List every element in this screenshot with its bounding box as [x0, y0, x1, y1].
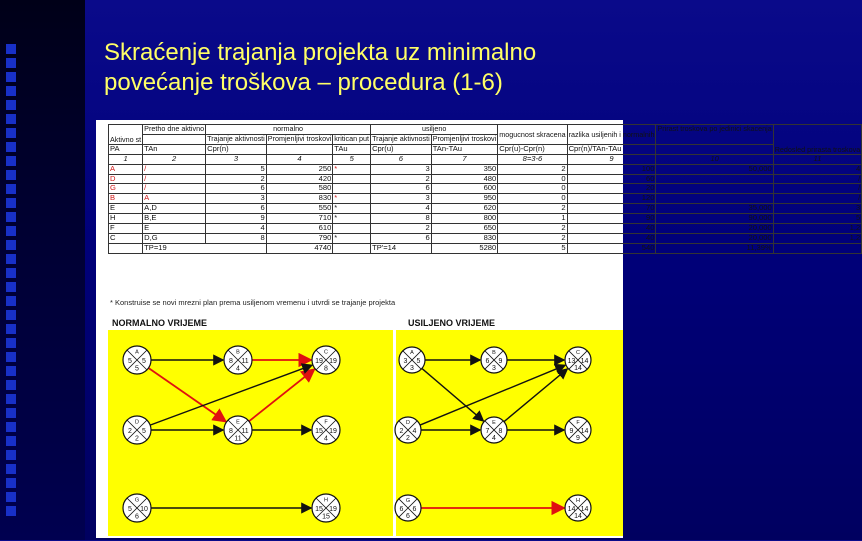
node-value: 8	[498, 428, 503, 435]
table-row	[109, 164, 862, 174]
cell-red: 5	[773, 214, 862, 224]
node-label: A	[135, 349, 139, 356]
node-label: C	[576, 350, 580, 357]
index-cell: 4	[266, 154, 333, 164]
cell-raz: 90	[567, 214, 656, 224]
node-label: E	[492, 420, 496, 427]
cell-pa: /	[143, 164, 206, 174]
cell-mog: 2	[498, 224, 567, 234]
bullet-square	[6, 240, 16, 250]
total-cu: 5280	[431, 243, 498, 253]
total-cn: 4740	[266, 243, 333, 253]
cell-kp: *	[333, 214, 371, 224]
bullet-square	[6, 170, 16, 180]
cell-prir: 90,000	[656, 214, 773, 224]
cell-tau: 3	[371, 164, 432, 174]
node-value: 15	[315, 428, 323, 435]
subheader-cell: Cpr(n)/TAn-TAu	[567, 144, 656, 154]
header-cpr-n: Promjenljivi troskovi	[267, 133, 332, 143]
subheader-cell	[656, 144, 773, 154]
cell-cn: 420	[266, 174, 333, 184]
bullet-square	[6, 282, 16, 292]
node-value: 14	[580, 428, 589, 435]
subheader-cell: TAn-TAu	[431, 144, 498, 154]
table-row	[109, 184, 862, 194]
cell-red: 1,2	[773, 224, 862, 234]
cell-tan: 8	[206, 233, 267, 243]
cell-red: /	[773, 194, 862, 204]
node-label: C	[324, 349, 328, 356]
cell-raz: 60	[567, 174, 656, 184]
subheader-cell: TAu	[333, 144, 371, 154]
cell-mog: 2	[498, 233, 567, 243]
header-pa-spacer	[143, 134, 206, 144]
cell-prir: 50,000	[656, 164, 773, 174]
total-tpu: TP'=14	[371, 243, 432, 253]
node-value: 15	[322, 513, 330, 521]
bullet-square	[6, 436, 16, 446]
bullet-square	[6, 394, 16, 404]
node-value: 19	[315, 358, 323, 365]
header-kp: kritican put	[334, 133, 370, 143]
cell-mog: 0	[498, 194, 567, 204]
cell-tan: 9	[206, 214, 267, 224]
cell-raz: 40	[567, 224, 656, 234]
cell-cu: 350	[431, 164, 498, 174]
node-label: B	[492, 350, 496, 357]
bullet-square	[6, 58, 16, 68]
node-value: 11	[234, 435, 242, 443]
subheader-cell	[266, 144, 333, 154]
index-cell: 9	[567, 154, 656, 164]
node-value: 2	[406, 434, 410, 442]
node-value: 10	[140, 506, 148, 513]
index-cell: 7	[431, 154, 498, 164]
node-value: 5	[142, 428, 146, 435]
bullet-square	[6, 226, 16, 236]
node-value: 14	[580, 358, 589, 365]
node-value: 4	[412, 428, 417, 435]
node-value: 15	[315, 506, 323, 513]
cell-prir: 20,000	[656, 224, 773, 234]
node-label: F	[576, 420, 580, 427]
header-raz: razlika usiljenih i normalnih	[567, 125, 656, 145]
cell-tau: 8	[371, 214, 432, 224]
node-value: 4	[492, 434, 496, 442]
cell-raz: 120	[567, 194, 656, 204]
table-row	[109, 204, 862, 214]
table-row	[109, 194, 862, 204]
bullet-square	[6, 212, 16, 222]
cell-cn: 790	[266, 233, 333, 243]
bullet-square	[6, 156, 16, 166]
cell-tau: 2	[371, 174, 432, 184]
cell-pa: /	[143, 174, 206, 184]
cell-tan: 5	[206, 164, 267, 174]
cell-a: D	[109, 174, 143, 184]
subheader-cell: Cpr(u)	[371, 144, 432, 154]
cell-mog: 2	[498, 164, 567, 174]
node-value: 14	[580, 506, 589, 513]
network-usiljeno-diagram	[396, 330, 623, 536]
node-value: 9	[498, 358, 503, 365]
bullet-square	[6, 44, 16, 54]
label-usiljeno-vrijeme: USILJENO VRIJEME	[408, 318, 496, 328]
table-subheader-row	[109, 144, 862, 154]
node-label: B	[236, 349, 240, 356]
cell-kp: *	[333, 233, 371, 243]
cell-raz: 70	[567, 204, 656, 214]
bullet-square	[6, 114, 16, 124]
cell-cu: 800	[431, 214, 498, 224]
subheader-cell: PA	[109, 144, 143, 154]
node-value: 6	[412, 506, 417, 513]
title-line-1: Skraćenje trajanja projekta uz minimalno	[104, 39, 537, 66]
index-cell: 2	[143, 154, 206, 164]
cell-a: G	[109, 184, 143, 194]
label-normalno-vrijeme: NORMALNO VRIJEME	[112, 318, 208, 328]
cell-raz: 100	[567, 164, 656, 174]
cell-pa: A	[143, 194, 206, 204]
cell-mog: 1	[498, 214, 567, 224]
table-total-row	[109, 243, 862, 253]
node-value: 11	[241, 358, 249, 365]
node-value: 6	[485, 358, 490, 365]
node-label: G	[134, 497, 140, 504]
header-tan: Trajanje aktivnosti	[207, 133, 265, 143]
cell-tau: 6	[371, 233, 432, 243]
index-cell: 8=3-6	[498, 154, 567, 164]
table-row	[109, 224, 862, 234]
cell-tan: 6	[206, 184, 267, 194]
table-row	[109, 214, 862, 224]
bullet-square	[6, 450, 16, 460]
node-value: 19	[329, 506, 337, 513]
bullet-square	[6, 338, 16, 348]
total-empty-3	[773, 243, 862, 253]
node-value: 8	[229, 358, 233, 365]
bullet-square	[6, 506, 16, 516]
index-cell: 6	[371, 154, 432, 164]
cell-cu: 620	[431, 204, 498, 214]
cell-kp	[333, 224, 371, 234]
cell-prir	[656, 194, 773, 204]
bullet-square	[6, 100, 16, 110]
cell-cn: 550	[266, 204, 333, 214]
cost-table	[108, 124, 862, 254]
left-decorative-strip	[0, 0, 85, 540]
cell-mog: 2	[498, 204, 567, 214]
cell-red: 4	[773, 164, 862, 174]
node-label: D	[406, 420, 410, 427]
node-value: 14	[574, 364, 582, 372]
network-normal-panel	[108, 330, 393, 536]
bullet-square	[6, 268, 16, 278]
node-value: 2	[135, 435, 139, 443]
cell-pa: E	[143, 224, 206, 234]
cell-cu: 480	[431, 174, 498, 184]
node-value: 8	[324, 365, 328, 373]
cell-tau: 4	[371, 204, 432, 214]
node-value: 3	[492, 364, 496, 372]
node-value: 2	[399, 428, 404, 435]
cell-a: C	[109, 233, 143, 243]
bullet-square	[6, 492, 16, 502]
cell-mog: 0	[498, 174, 567, 184]
node-label: E	[236, 419, 240, 426]
header-pa: Pretho dne aktivno	[144, 124, 205, 133]
cell-cu: 650	[431, 224, 498, 234]
cell-red: /	[773, 184, 862, 194]
cell-pa: B,E	[143, 214, 206, 224]
cell-a: B	[109, 194, 143, 204]
table-group-row	[109, 125, 862, 135]
total-pct: 11,39%	[656, 243, 773, 253]
index-cell: 10	[656, 154, 773, 164]
edge-A-E	[149, 368, 226, 421]
cell-tan: 6	[206, 204, 267, 214]
cell-tan: 2	[206, 174, 267, 184]
cell-raz: 40	[567, 233, 656, 243]
node-value: 5	[128, 358, 132, 365]
cell-cn: 610	[266, 224, 333, 234]
bullet-square	[6, 380, 16, 390]
cell-cn: 580	[266, 184, 333, 194]
cell-prir: 35,000	[656, 204, 773, 214]
cell-cu: 830	[431, 233, 498, 243]
network-usiljeno-panel	[396, 330, 623, 536]
bullet-square	[6, 296, 16, 306]
cell-cn: 830	[266, 194, 333, 204]
bullet-square	[6, 464, 16, 474]
network-normal-diagram	[108, 330, 393, 536]
cell-mog: 0	[498, 184, 567, 194]
bullet-square	[6, 254, 16, 264]
node-label: F	[324, 419, 328, 426]
cell-pa: D,G	[143, 233, 206, 243]
bullet-square	[6, 352, 16, 362]
cell-tau: 6	[371, 184, 432, 194]
node-value: 5	[128, 506, 132, 513]
cell-cn: 250	[266, 164, 333, 174]
node-value: 19	[329, 428, 337, 435]
node-value: 5	[135, 365, 139, 373]
node-label: G	[405, 498, 411, 505]
node-value: 3	[403, 358, 408, 365]
node-value: 9	[569, 428, 574, 435]
bullet-square	[6, 128, 16, 138]
edge-D-C	[420, 365, 565, 425]
cell-prir: 20,000	[656, 233, 773, 243]
cell-tau: 3	[371, 194, 432, 204]
total-mog: 5	[498, 243, 567, 253]
node-label: A	[410, 350, 414, 357]
cell-cn: 710	[266, 214, 333, 224]
node-value: 8	[229, 428, 233, 435]
cost-table-area	[108, 124, 861, 254]
node-value: 19	[329, 358, 337, 365]
cell-kp: *	[333, 194, 371, 204]
cell-kp	[333, 174, 371, 184]
cell-a: A	[109, 164, 143, 174]
bullet-square	[6, 422, 16, 432]
cell-a: E	[109, 204, 143, 214]
index-cell: 11	[773, 154, 862, 164]
total-tp: TP=19	[143, 243, 267, 253]
node-value: 4	[324, 435, 328, 443]
node-value: 6	[406, 512, 410, 520]
cell-tau: 2	[371, 224, 432, 234]
cell-pa: A,D	[143, 204, 206, 214]
node-value: 7	[485, 428, 490, 435]
cell-red: 1,2	[773, 233, 862, 243]
bullet-square	[6, 184, 16, 194]
cell-raz: 20	[567, 184, 656, 194]
header-red: Redosled prirasta troskova	[773, 125, 862, 155]
subheader-cell: TAn	[143, 144, 206, 154]
header-tau: Trajanje aktivnosti	[372, 133, 430, 143]
node-value: 11	[241, 428, 249, 435]
node-value: 14	[574, 512, 582, 520]
header-mog: mogucnost skracena	[498, 125, 567, 145]
table-row	[109, 174, 862, 184]
total-raz: 540	[567, 243, 656, 253]
node-value: 4	[236, 365, 240, 373]
bullet-square	[6, 72, 16, 82]
bullet-square	[6, 478, 16, 488]
table-body	[109, 164, 862, 243]
node-label: D	[135, 419, 139, 426]
bullet-square	[6, 408, 16, 418]
node-value: 6	[399, 506, 404, 513]
index-cell: 1	[109, 154, 143, 164]
cell-red: 3	[773, 204, 862, 214]
total-empty-2	[333, 243, 371, 253]
index-cell: 5	[333, 154, 371, 164]
cell-pa: /	[143, 184, 206, 194]
bullet-square	[6, 310, 16, 320]
node-label: H	[576, 498, 580, 505]
title-line-2: povećanje troškova – procedura (1-6)	[104, 69, 503, 96]
bullet-square	[6, 86, 16, 96]
node-value: 6	[135, 513, 139, 521]
node-label: H	[324, 497, 328, 504]
cell-a: F	[109, 224, 143, 234]
edge-A-E	[422, 368, 483, 420]
subheader-cell: Cpr(u)-Cpr(n)	[498, 144, 567, 154]
cell-prir	[656, 174, 773, 184]
node-value: 3	[410, 364, 414, 372]
total-empty-1	[109, 243, 143, 253]
cell-prir	[656, 184, 773, 194]
cell-cu: 950	[431, 194, 498, 204]
index-cell: 3	[206, 154, 267, 164]
bullet-square	[6, 366, 16, 376]
node-value: 2	[128, 428, 132, 435]
slide-title	[104, 38, 704, 98]
cell-tan: 3	[206, 194, 267, 204]
node-value: 5	[142, 358, 146, 365]
node-value: 14	[567, 506, 576, 513]
node-value: 5	[416, 358, 421, 365]
cell-kp: *	[333, 164, 371, 174]
subheader-cell: Cpr(n)	[206, 144, 267, 154]
header-prir: Prirast troskova po jedinici skacenja	[656, 125, 773, 145]
bullet-square	[6, 142, 16, 152]
cell-a: H	[109, 214, 143, 224]
cell-tan: 4	[206, 224, 267, 234]
bullet-square	[6, 198, 16, 208]
cell-red: /	[773, 174, 862, 184]
bullet-squares	[6, 44, 20, 520]
header-group-usiljeno: usiljeno	[371, 125, 498, 135]
header-cpr-u: Promjenljivi troskovi	[432, 133, 497, 143]
cell-kp: *	[333, 204, 371, 214]
table-note: * Konstruise se novi mrezni plan prema usiljenom vremenu i utvrdi se trajanje projekta	[110, 298, 396, 307]
cell-kp	[333, 184, 371, 194]
bullet-square	[6, 324, 16, 334]
table-index-row	[109, 154, 862, 164]
node-value: 9	[576, 434, 580, 442]
header-aktivnost: Aktivno st	[109, 125, 143, 145]
slide-content-image	[96, 120, 861, 538]
table-row	[109, 233, 862, 243]
header-group-normal: normalno	[206, 125, 371, 135]
edge-D-C	[150, 365, 312, 425]
node-value: 13	[567, 358, 576, 365]
cell-cu: 600	[431, 184, 498, 194]
